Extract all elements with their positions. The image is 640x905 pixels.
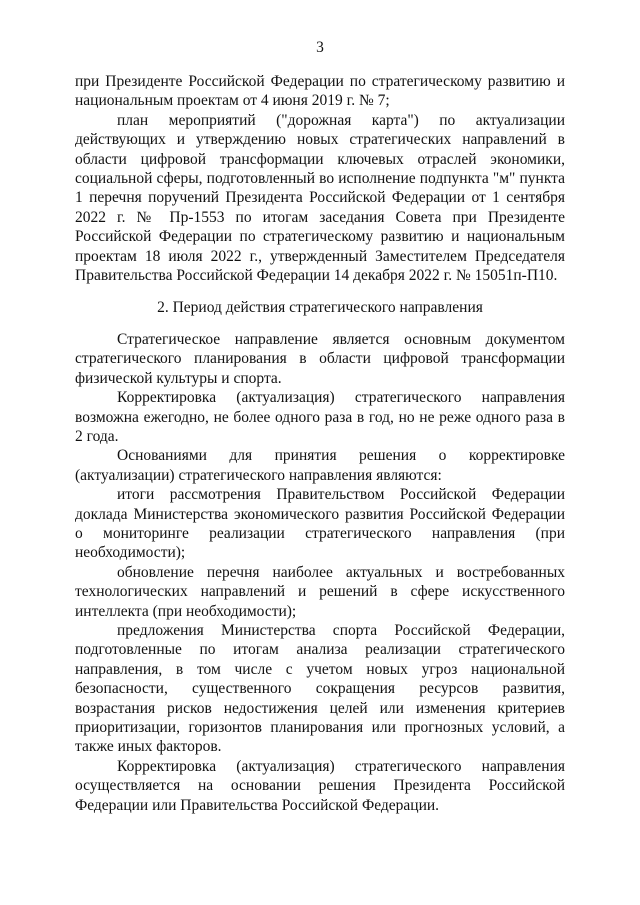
paragraph-definition: Стратегическое направление является основным документом стратегического планирования в области цифровой трансформации физической культуры и спорта.: [75, 330, 565, 387]
paragraph-decision-basis: Корректировка (актуализация) стратегического направления осуществляется на основании решения Президента Российской Федерации или Правительства Российской Федерации.: [75, 757, 565, 814]
list-item-ministry-proposals: предложения Министерства спорта Российской Федерации, подготовленные по итогам анализа реализации стратегического направления, в том числе с учетом новых угроз национальной безопасности, существенного сокращения ресурсов развития, возрастания рисков недостижения целей или изменения критериев приоритизации, горизонтов планирования или прогнозных условий, а также иных факторов.: [75, 621, 565, 756]
paragraph-continuation: при Президенте Российской Федерации по стратегическому развитию и национальным проектам от 4 июня 2019 г. № 7;: [75, 73, 565, 110]
section-heading: 2. Период действия стратегического направления: [157, 299, 483, 317]
paragraph-update-frequency: Корректировка (актуализация) стратегического направления возможна ежегодно, не более одного раза в год, но не реже одного раза в 2 года.: [75, 389, 565, 445]
paragraph-grounds-intro: Основаниями для принятия решения о корректировке (актуализации) стратегического направления являются:: [75, 447, 565, 484]
list-item-ai-directions: обновление перечня наиболее актуальных и востребованных технологических направлений и решений в сфере искусственного интеллекта (при необходимости);: [75, 563, 565, 620]
document-body: [75, 72, 565, 815]
paragraph-roadmap: план мероприятий ("дорожная карта") по актуализации действующих и утверждению новых стратегических направлений в области цифровой трансформации ключевых отраслей экономики, социальной сферы, подготовленный во исполнение подпункта "м" пункта 1 перечня поручений Президента Российской Федерации от 1 сентября 2022 г. № Пр-1553 по итогам заседания Совета при Президенте Российской Федерации по стратегическому развитию и национальным проектам 18 июля 2022 г., утвержденный Заместителем Председателя Правительства Российской Федерации 14 декабря 2022 г. № 15051п-П10.: [75, 111, 565, 285]
page-number: 3: [316, 39, 324, 56]
list-item-government-report: итоги рассмотрения Правительством Российской Федерации доклада Министерства экономического развития Российской Федерации о мониторинге реализации стратегического направления (при необходимости);: [75, 486, 565, 562]
